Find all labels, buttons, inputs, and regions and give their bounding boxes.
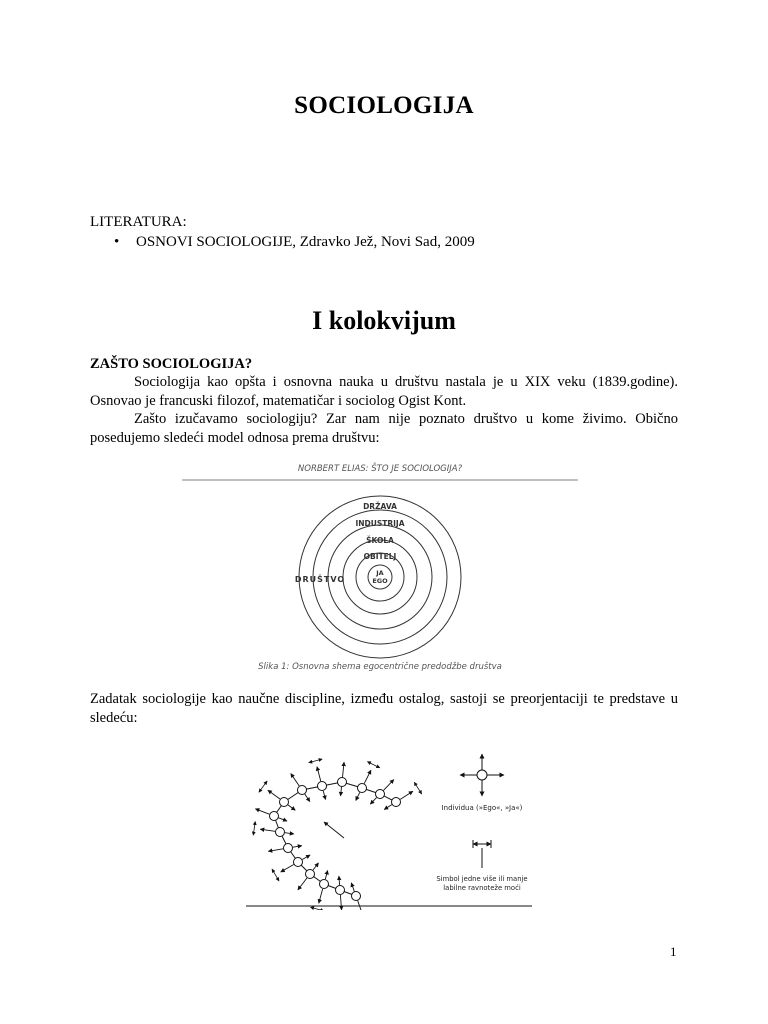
- outer-label-society: DRUŠTVO: [294, 575, 346, 584]
- legend-individual-label: Individua (»Ego«, »Ja«): [441, 804, 523, 812]
- individual-node: [306, 870, 315, 879]
- egocentric-society-figure: [182, 460, 580, 676]
- network-figure: [244, 744, 534, 910]
- individual-node: [298, 786, 307, 795]
- paragraph-task: Zadatak sociologije kao naučne discipline, između ostalog, sastoji se preorjentaciji te predstave u sledeću:: [90, 691, 678, 726]
- individual-node: [352, 892, 361, 901]
- paragraph-question: Zašto izučavamo sociologiju? Zar nam nije poznato društvo u kome živimo. Obično posedujemo sledeći model odnosa prema društvu:: [90, 411, 678, 446]
- subheading: ZAŠTO SOCIOLOGIJA?: [90, 356, 253, 372]
- ring-label-school: ŠKOLA: [366, 536, 394, 545]
- document-title: SOCIOLOGIJA: [294, 92, 474, 119]
- page-number: 1: [670, 944, 677, 959]
- legend-symbol-line1: Simbol jedne više ili manje: [436, 875, 528, 883]
- individual-node: [294, 858, 303, 867]
- literature-label: LITERATURA:: [90, 214, 187, 230]
- center-label-ja: JA: [376, 569, 384, 577]
- individual-node: [338, 778, 347, 787]
- individual-node: [318, 782, 327, 791]
- individuals-network: [253, 759, 421, 910]
- individual-node: [276, 828, 285, 837]
- legend-individual: [442, 754, 523, 812]
- paragraph-intro: Sociologija kao opšta i osnovna nauka u društvu nastala je u XIX veku (1839.godine). Osnovao je francuski filozof, matematičar i sociolog Ogist Kont.: [90, 374, 678, 409]
- individual-node: [336, 886, 345, 895]
- legend-symbol-line2: labilne ravnoteže moći: [443, 884, 521, 892]
- individual-node: [358, 784, 367, 793]
- literature-list: [112, 234, 475, 251]
- ring-label-state: DRŽAVA: [363, 502, 397, 511]
- individual-node: [270, 812, 279, 821]
- center-label-ego: EGO: [372, 577, 388, 585]
- section-title: I kolokvijum: [312, 306, 456, 335]
- literature-item: • OSNOVI SOCIOLOGIJE, Zdravko Jež, Novi Sad, 2009: [112, 234, 475, 251]
- individual-node: [284, 844, 293, 853]
- ring-label-family: OBITELJ: [363, 552, 397, 561]
- figure-caption: Slika 1: Osnovna shema egocentrične predodžbe društva: [258, 662, 502, 672]
- legend-balance-symbol: [436, 840, 527, 892]
- individual-node: [280, 798, 289, 807]
- individual-node: [376, 790, 385, 799]
- figure-header: NORBERT ELIAS: ŠTO JE SOCIOLOGIJA?: [297, 464, 463, 474]
- individual-node: [392, 798, 401, 807]
- individual-node: [320, 880, 329, 889]
- ring-label-industry: INDUSTRIJA: [355, 519, 405, 528]
